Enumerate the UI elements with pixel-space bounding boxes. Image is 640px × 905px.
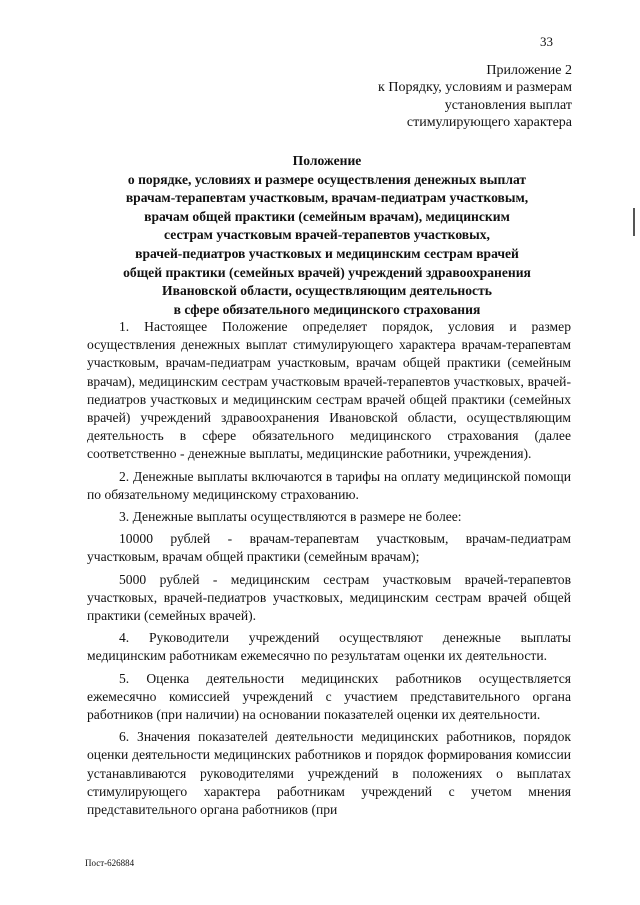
- appendix-line: стимулирующего характера: [406, 115, 572, 131]
- appendix-line: к Порядку, условиям и размерам: [378, 80, 572, 96]
- paragraph-3-item-doctors: 10000 рублей - врачам-терапевтам участковым, врачам-педиатрам участковым, врачам общей практики (семейным врачам);: [87, 531, 571, 565]
- paragraph-1: 1. Настоящее Положение определяет порядок, условия и размер осуществления денежных выплат стимулирующего характера врачам-терапевтам участковым, врачам-педиатрам участковым, врачам общей практики (семейным врачам), медицинским сестрам участковым врачей-терапевтов участковых, врачей-педиатров участковых и медицинским сестрам врачей общей практики (семейных врачей) учреждений здравоохранения Ивановской области, осуществляющим деятельность в сфере обязательного медицинского страхования (далее соответственно - денежные выплаты, медицинские работники, учреждения).: [87, 319, 571, 462]
- title-line: врачам общей практики (семейным врачам), медицинским: [144, 208, 510, 224]
- appendix-line: установления выплат: [444, 97, 572, 113]
- paragraph-3-item-nurses: 5000 рублей - медицинским сестрам участковым врачей-терапевтов участковых, врачей-педиатров участковых, медицинским сестрам врачей общей практики (семейных врачей).: [87, 571, 571, 624]
- title-line: сестрам участковым врачей-терапевтов участковых,: [164, 227, 490, 243]
- title-line: в сфере обязательного медицинского страхования: [173, 301, 481, 317]
- page-number: 33: [540, 34, 553, 49]
- paragraph-4: 4. Руководители учреждений осуществляют денежные выплаты медицинским работникам ежемесячно по результатам оценки их деятельности.: [87, 630, 571, 664]
- title-line: Положение: [292, 153, 362, 168]
- paragraph-2: 2. Денежные выплаты включаются в тарифы на оплату медицинской помощи по обязательному медицинскому страхованию.: [87, 468, 571, 502]
- paragraph-5: 5. Оценка деятельности медицинских работников осуществляется ежемесячно комиссией учреждений с участием представительного органа работников (при наличии) на основании показателей оценки их деятельности.: [87, 670, 571, 723]
- title-line: общей практики (семейных врачей) учреждений здравоохранения: [123, 264, 531, 280]
- title-line: врачей-педиатров участковых и медицинским сестрам врачей: [135, 245, 519, 261]
- footer-code: Пост-626884: [85, 858, 135, 868]
- document-title: [60, 152, 594, 319]
- document-body: [87, 318, 571, 823]
- appendix-line: Приложение 2: [486, 63, 572, 78]
- appendix-header: [252, 62, 572, 132]
- title-line: о порядке, условиях и размере осуществления денежных выплат: [127, 171, 527, 187]
- scan-mark: [633, 208, 635, 236]
- paragraph-6: 6. Значения показателей деятельности медицинских работников, порядок оценки деятельности медицинских работников и порядок формирования комиссии устанавливаются руководителями учреждений в положениях о выплатах стимулирующего характера работникам учреждений с учетом мнения представительного органа работников (при: [87, 729, 571, 818]
- paragraph-3: 3. Денежные выплаты осуществляются в размере не более:: [119, 509, 462, 525]
- title-line: Ивановской области, осуществляющим деятельность: [162, 283, 492, 299]
- title-line: врачам-терапевтам участковым, врачам-педиатрам участковым,: [125, 190, 529, 206]
